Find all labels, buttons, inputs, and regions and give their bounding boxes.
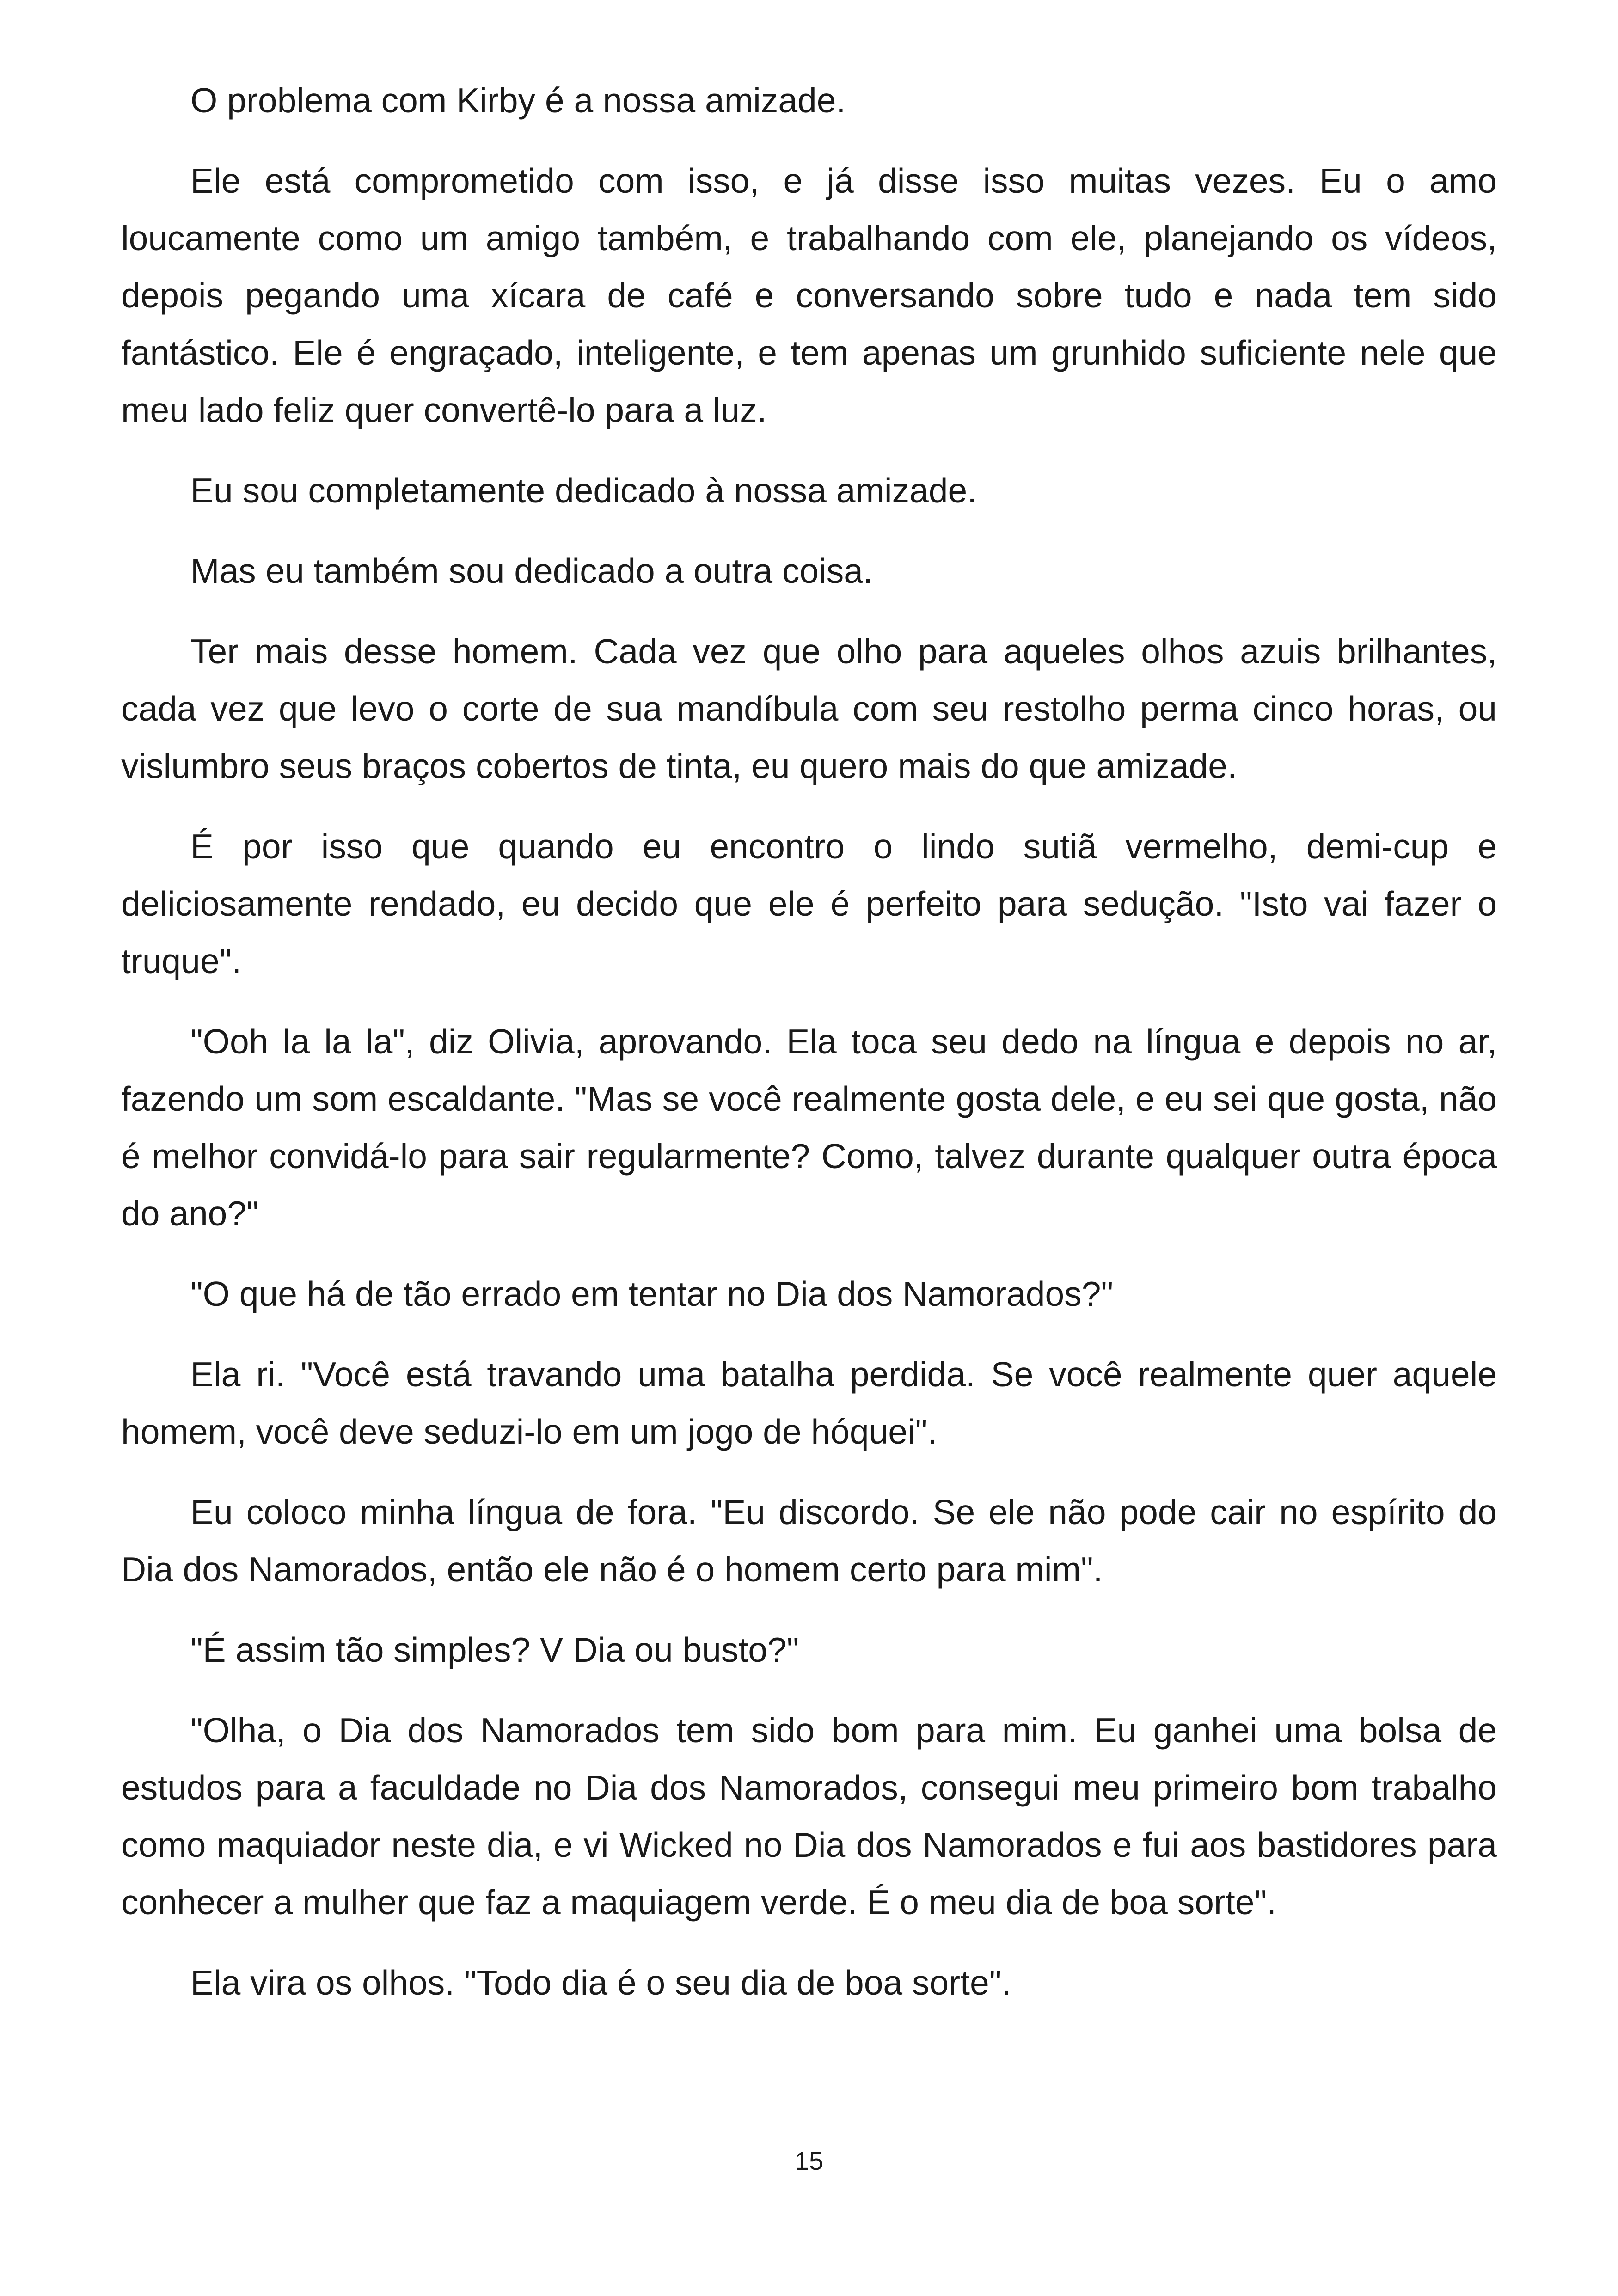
paragraph-1: O problema com Kirby é a nossa amizade. (190, 81, 846, 120)
paragraph-8: "O que há de tão errado em tentar no Dia dos Namorados?" (190, 1274, 1114, 1313)
paragraph-3: Eu sou completamente dedicado à nossa amizade. (190, 471, 977, 510)
body-text (121, 72, 1497, 2034)
paragraph-11: "É assim tão simples? V Dia ou busto?" (190, 1630, 799, 1669)
paragraph-10: Eu coloco minha língua de fora. "Eu discordo. Se ele não pode cair no espírito do Dia dos Namorados, então ele não é o homem certo para mim". (121, 1493, 1497, 1589)
paragraph-13: Ela vira os olhos. "Todo dia é o seu dia de boa sorte". (190, 1963, 1011, 2002)
paragraph-9: Ela ri. "Você está travando uma batalha perdida. Se você realmente quer aquele homem, você deve seduzi-lo em um jogo de hóquei". (121, 1355, 1497, 1451)
paragraph-12: "Olha, o Dia dos Namorados tem sido bom para mim. Eu ganhei uma bolsa de estudos para a faculdade no Dia dos Namorados, consegui meu primeiro bom trabalho como maquiador neste dia, e vi Wicked no Dia dos Namorados e fui aos bastidores para conhecer a mulher que faz a maquiagem verde. É o meu dia de boa sorte". (121, 1711, 1497, 1922)
paragraph-5: Ter mais desse homem. Cada vez que olho para aqueles olhos azuis brilhantes, cada vez que levo o corte de sua mandíbula com seu restolho perma cinco horas, ou vislumbro seus braços cobertos de tinta, eu quero mais do que amizade. (121, 632, 1497, 785)
page-number: 15 (794, 2146, 824, 2175)
paragraph-2: Ele está comprometido com isso, e já disse isso muitas vezes. Eu o amo loucamente como um amigo também, e trabalhando com ele, planejando os vídeos, depois pegando uma xícara de café e conversando sobre tudo e nada tem sido fantástico. Ele é engraçado, inteligente, e tem apenas um grunhido suficiente nele que meu lado feliz quer convertê-lo para a luz. (121, 161, 1497, 429)
paragraph-6: É por isso que quando eu encontro o lindo sutiã vermelho, demi-cup e deliciosamente rendado, eu decido que ele é perfeito para sedução. "Isto vai fazer o truque". (121, 827, 1497, 980)
paragraph-7: "Ooh la la la", diz Olivia, aprovando. Ela toca seu dedo na língua e depois no ar, fazendo um som escaldante. "Mas se você realmente gosta dele, e eu sei que gosta, não é melhor convidá-lo para sair regularmente? Como, talvez durante qualquer outra época do ano?" (121, 1022, 1497, 1233)
paragraph-4: Mas eu também sou dedicado a outra coisa. (190, 551, 873, 590)
